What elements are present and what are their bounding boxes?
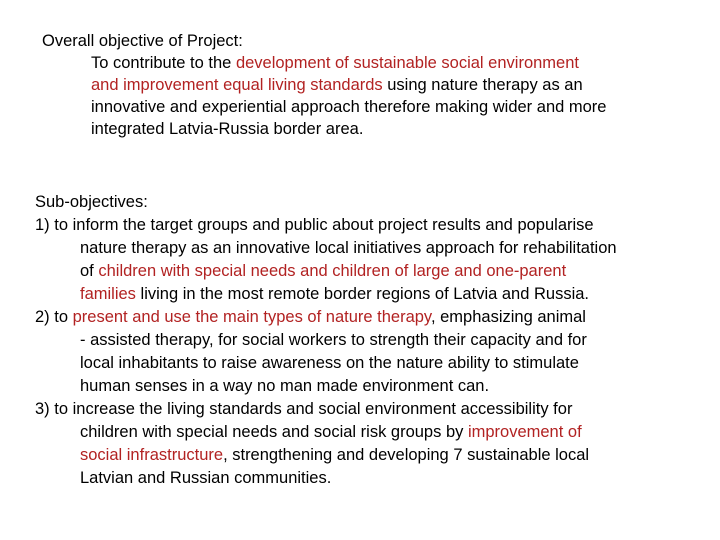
sub-objective-2-line-4: human senses in a way no man made environment can. — [80, 377, 490, 395]
sub-objective-1-line-4 — [80, 283, 589, 305]
sub-objective-2-line-2: - assisted therapy, for social workers to strength their capacity and for — [80, 331, 587, 349]
sub-objective-2-line-1 — [35, 306, 586, 328]
sub-objective-text: children with special needs and social risk groups by — [80, 423, 468, 441]
objective-line-3: innovative and experiential approach therefore making wider and more — [91, 98, 607, 116]
sub-objective-highlight: social infrastructure — [80, 446, 224, 464]
sub-objective-3-line-3 — [80, 444, 589, 466]
sub-objective-2-line-3: local inhabitants to raise awareness on the nature ability to stimulate — [80, 354, 579, 372]
sub-objective-highlight: present and use the main types of nature therapy — [72, 308, 431, 326]
sub-objective-3-line-1: 3) to increase the living standards and social environment accessibility for — [35, 400, 573, 418]
sub-objective-text: of — [80, 262, 99, 280]
sub-objective-text: 2) to — [35, 308, 73, 326]
sub-objective-highlight: children with special needs and children of large and one-parent — [98, 262, 567, 280]
objective-line-4: integrated Latvia-Russia border area. — [91, 120, 364, 138]
sub-objective-1-line-2: nature therapy as an innovative local initiatives approach for rehabilitation — [80, 239, 617, 257]
sub-objective-text: , emphasizing animal — [430, 308, 586, 326]
objective-heading: Overall objective of Project: — [42, 32, 243, 50]
sub-objectives-heading: Sub-objectives: — [35, 193, 148, 211]
sub-objective-3-line-2 — [80, 421, 582, 443]
objective-text: using nature therapy as an — [382, 76, 583, 94]
sub-objective-highlight: families — [80, 285, 136, 303]
sub-objective-text: , strengthening and developing 7 sustainable local — [223, 446, 590, 464]
objective-line-1 — [91, 52, 579, 74]
objective-text: To contribute to the — [91, 54, 236, 72]
objective-highlight: development of sustainable social environment — [235, 54, 579, 72]
sub-objective-3-line-4: Latvian and Russian communities. — [80, 469, 332, 487]
objective-line-2 — [91, 74, 583, 96]
sub-objective-text: living in the most remote border regions of Latvia and Russia. — [135, 285, 590, 303]
sub-objective-1-line-1: 1) to inform the target groups and public about project results and popularise — [35, 216, 594, 234]
sub-objective-highlight: improvement of — [467, 423, 582, 441]
sub-objective-1-line-3 — [80, 260, 566, 282]
objective-highlight: and improvement equal living standards — [91, 76, 383, 94]
